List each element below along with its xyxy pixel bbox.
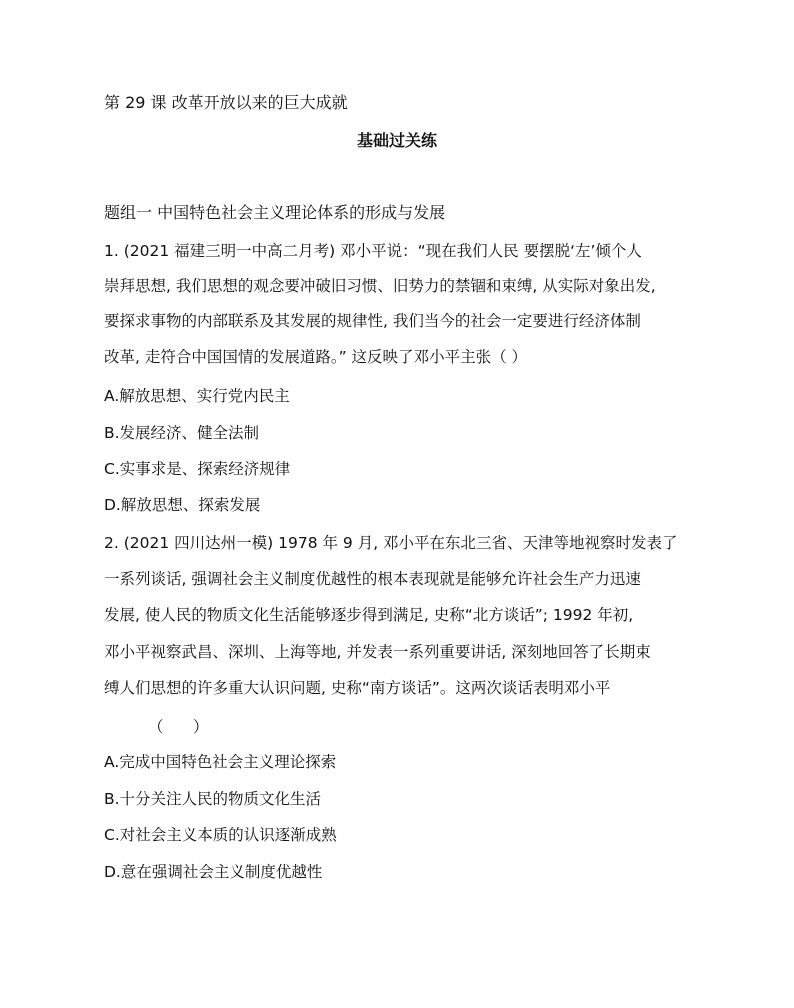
- question-2-option-c[interactable]: C.对社会主义本质的认识逐渐成熟: [104, 826, 337, 844]
- lesson-title: 第 29 课 改革开放以来的巨大成就: [104, 93, 348, 112]
- question-1-option-d[interactable]: D.解放思想、探索发展: [104, 496, 261, 514]
- question-2-line-2: 一系列谈话, 强调社会主义制度优越性的根本表现就是能够允许社会生产力迅速: [104, 570, 641, 588]
- question-group-title: 题组一 中国特色社会主义理论体系的形成与发展: [104, 203, 446, 222]
- question-1-option-b[interactable]: B.发展经济、健全法制: [104, 424, 260, 442]
- question-2-line-1: 2. (2021 四川达州一模) 1978 年 9 月, 邓小平在东北三省、天津等地视察时发表了: [104, 534, 678, 552]
- question-1-option-a[interactable]: A.解放思想、实行党内民主: [104, 387, 290, 405]
- question-2-answer-blank: （ ）: [148, 718, 209, 736]
- question-1-line-2: 崇拜思想, 我们思想的观念要冲破旧习惯、旧势力的禁锢和束缚, 从实际对象出发,: [104, 277, 656, 295]
- question-2-option-d[interactable]: D.意在强调社会主义制度优越性: [104, 863, 323, 881]
- question-1-line-3: 要探求事物的内部联系及其发展的规律性, 我们当今的社会一定要进行经济体制: [104, 312, 641, 330]
- question-2-option-b[interactable]: B.十分关注人民的物质文化生活: [104, 790, 322, 808]
- question-2-option-a[interactable]: A.完成中国特色社会主义理论探索: [104, 753, 337, 771]
- question-1-option-c[interactable]: C.实事求是、探索经济规律: [104, 460, 291, 478]
- question-2-line-3: 发展, 使人民的物质文化生活能够逐步得到满足, 史称“北方谈话”; 1992 年初,: [104, 606, 634, 624]
- section-title: 基础过关练: [356, 131, 437, 150]
- question-2-line-5: 缚人们思想的许多重大认识问题, 史称“南方谈话”。这两次谈话表明邓小平: [104, 679, 611, 697]
- question-1-line-4: 改革, 走符合中国国情的发展道路。” 这反映了邓小平主张（ ）: [104, 348, 527, 366]
- question-1-line-1: 1. (2021 福建三明一中高二月考) 邓小平说：“现在我们人民 要摆脱‘左’倾个人: [104, 242, 642, 260]
- question-2-line-4: 邓小平视察武昌、深圳、上海等地, 并发表一系列重要讲话, 深刻地回答了长期束: [104, 643, 651, 661]
